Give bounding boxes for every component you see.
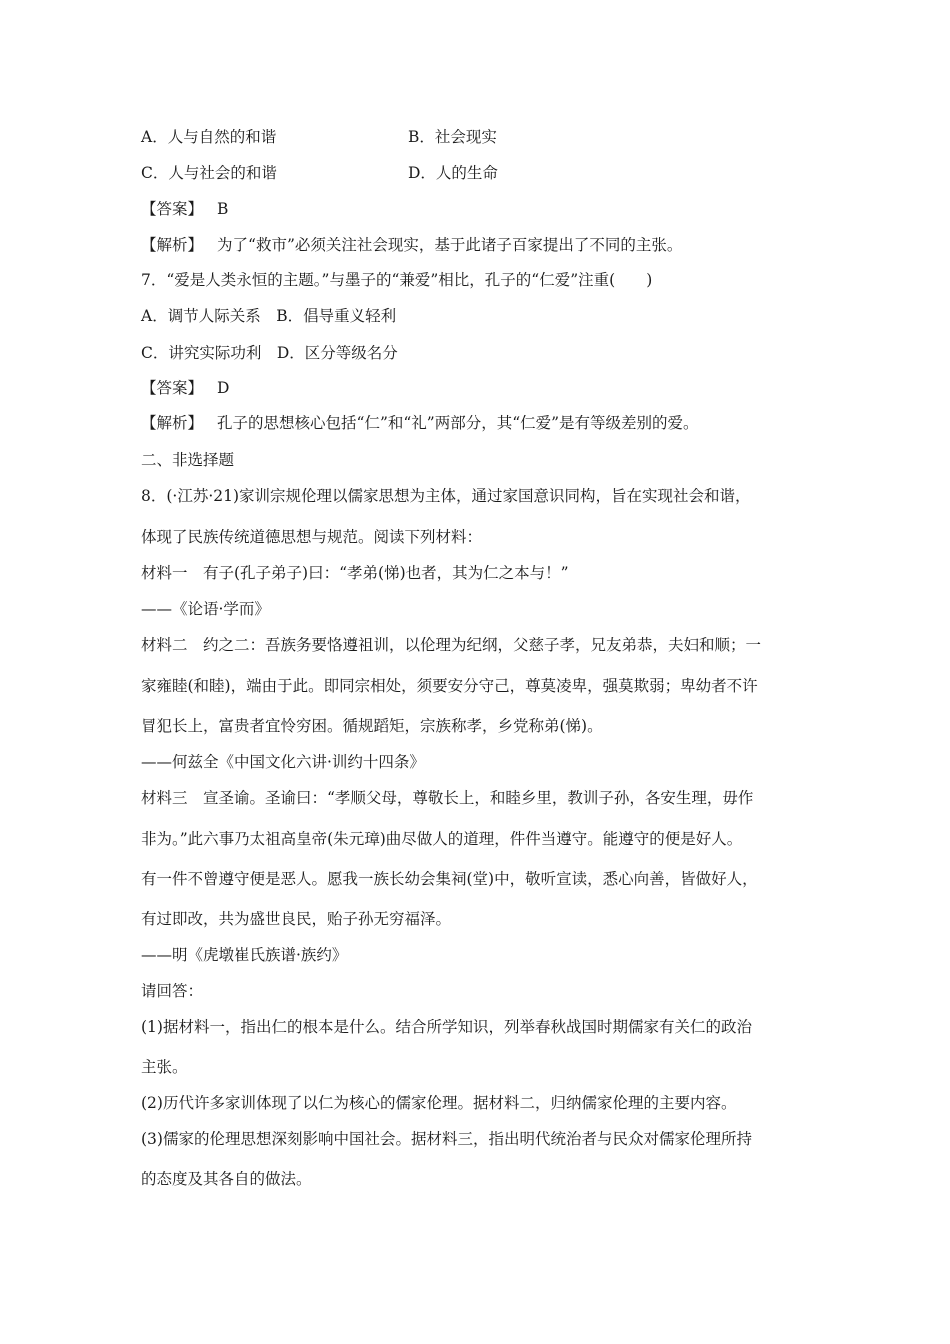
analysis-tag: 【解析】: [141, 414, 204, 432]
answer-tag: 【答案】: [141, 200, 204, 218]
answer-tag: 【答案】: [141, 379, 204, 397]
material-2-line-2: 家雍睦(和睦)，端由于此。即同宗相处，须要安分守己，尊莫凌卑，强莫欺弱；卑幼者不许: [141, 677, 758, 695]
q7-answer: [141, 378, 229, 398]
q7-options-cd: C．讲究实际功利 D．区分等级名分: [141, 344, 398, 362]
material-2-line-3: 冒犯长上，富贵者宜怜穷困。循规蹈矩，宗族称孝，乡党称弟(悌)。: [141, 717, 603, 735]
answer-value: B: [217, 200, 229, 218]
q7-stem: 7．“爱是人类永恒的主题。”与墨子的“兼爱”相比，孔子的“仁爱”注重( ): [141, 271, 653, 289]
q6-option-d: D．人的生命: [408, 164, 498, 182]
q8-stem-line-2: 体现了民族传统道德思想与规范。阅读下列材料：: [141, 528, 483, 546]
material-2-line-1: 材料二 约之二：吾族务要恪遵祖训，以伦理为纪纲，父慈子孝，兄友弟恭，夫妇和顺；一: [141, 636, 762, 654]
question-prompt: 请回答：: [141, 982, 204, 1000]
analysis-text: 孔子的思想核心包括“仁”和“礼”两部分，其“仁爱”是有等级差别的爱。: [217, 414, 699, 432]
q6-option-c: C．人与社会的和谐: [141, 164, 277, 182]
material-3-line-3: 有一件不曾遵守便是恶人。愿我一族长幼会集祠(堂)中，敬听宣读，悉心向善，皆做好人，: [141, 870, 758, 888]
analysis-text: 为了“救市”必须关注社会现实，基于此诸子百家提出了不同的主张。: [217, 236, 683, 254]
material-3-line-1: 材料三 宣圣谕。圣谕曰：“孝顺父母，尊敬长上，和睦乡里，教训子孙，各安生理，毋作: [141, 789, 754, 807]
q8-stem-line-1: 8．(·江苏·21)家训宗规伦理以儒家思想为主体，通过家国意识同构，旨在实现社会和谐，: [141, 487, 751, 505]
analysis-tag: 【解析】: [141, 236, 204, 254]
subquestion-2: (2)历代许多家训体现了以仁为核心的儒家伦理。据材料二，归纳儒家伦理的主要内容。: [141, 1094, 737, 1112]
q7-options-ab: A．调节人际关系 B．倡导重义轻利: [141, 307, 397, 325]
section-heading: 二、非选择题: [141, 451, 235, 469]
material-3-source: ——明《虎墩崔氏族谱·族约》: [141, 946, 348, 964]
q6-option-a: A．人与自然的和谐: [141, 128, 277, 146]
material-3-line-2: 非为。”此六事乃太祖高皇帝(朱元璋)曲尽做人的道理，件件当遵守。能遵守的便是好人。: [141, 830, 743, 848]
subquestion-1-line-1: (1)据材料一，指出仁的根本是什么。结合所学知识，列举春秋战国时期儒家有关仁的政治: [141, 1018, 752, 1036]
subquestion-3-line-1: (3)儒家的伦理思想深刻影响中国社会。据材料三，指出明代统治者与民众对儒家伦理所持: [141, 1130, 752, 1148]
material-3-line-4: 有过即改，共为盛世良民，贻子孙无穷福泽。: [141, 910, 452, 928]
subquestion-3-line-2: 的态度及其各自的做法。: [141, 1170, 312, 1188]
subquestion-1-line-2: 主张。: [141, 1058, 188, 1076]
q6-analysis: [141, 235, 682, 255]
q6-answer: [141, 199, 228, 219]
material-1-source: ——《论语·学而》: [141, 600, 270, 618]
material-2-source: ——何兹全《中国文化六讲·训约十四条》: [141, 753, 425, 771]
q7-analysis: [141, 413, 699, 433]
material-1: 材料一 有子(孔子弟子)曰：“孝弟(悌)也者，其为仁之本与！”: [141, 564, 569, 582]
q6-option-b: B．社会现实: [408, 128, 497, 146]
answer-value: D: [217, 379, 230, 397]
